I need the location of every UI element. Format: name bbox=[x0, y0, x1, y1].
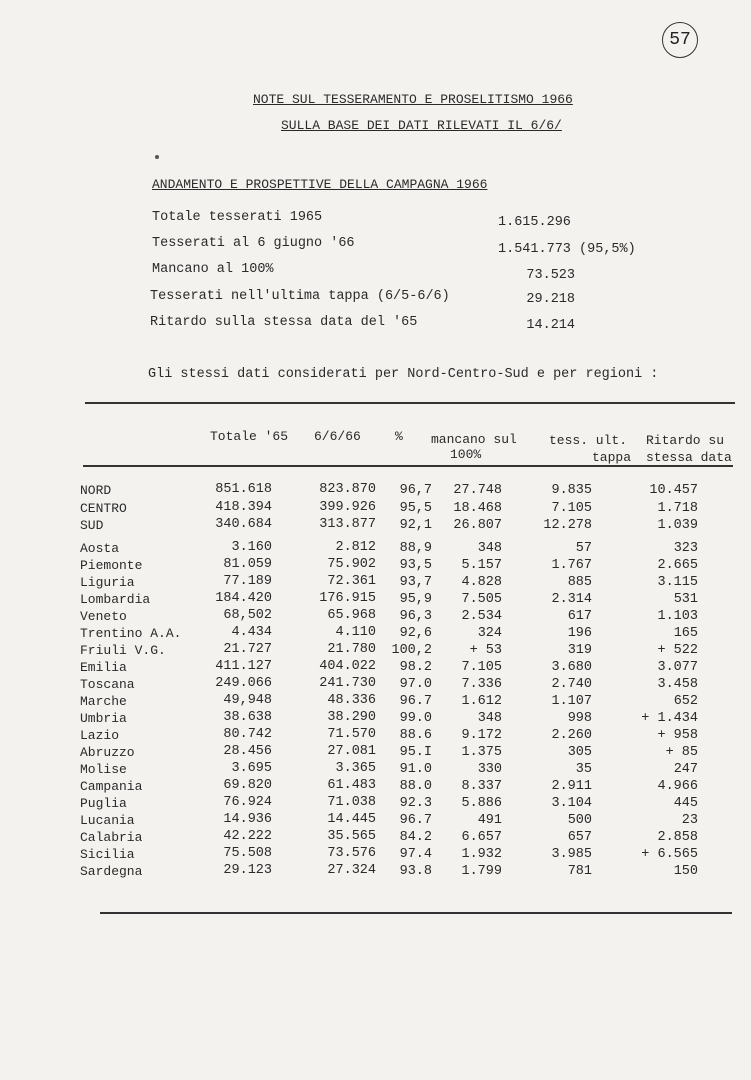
cell-ritardo: 3.458 bbox=[657, 677, 698, 692]
cell-percent: 97.0 bbox=[399, 677, 432, 692]
cell-totale-65: 851.618 bbox=[215, 482, 272, 497]
header-bottom-rule bbox=[83, 465, 733, 467]
summary-label: Tesserati nell'ultima tappa (6/5-6/6) bbox=[150, 289, 450, 304]
cell-mancano: 26.807 bbox=[453, 518, 502, 533]
cell-percent: 88,9 bbox=[399, 541, 432, 556]
cell-percent: 93,5 bbox=[399, 558, 432, 573]
cell-6-6-66: 176.915 bbox=[319, 591, 376, 606]
document-subtitle: SULLA BASE DEI DATI RILEVATI IL 6/6/ bbox=[281, 118, 562, 133]
cell-totale-65: 3.695 bbox=[231, 761, 272, 776]
cell-ritardo: 323 bbox=[673, 541, 698, 556]
cell-mancano: 8.337 bbox=[461, 779, 502, 794]
cell-totale-65: 249.066 bbox=[215, 676, 272, 691]
cell-totale-65: 411.127 bbox=[215, 659, 272, 674]
cell-6-6-66: 48.336 bbox=[327, 693, 376, 708]
cell-tess-ult: 12.278 bbox=[543, 518, 592, 533]
cell-totale-65: 3.160 bbox=[231, 540, 272, 555]
cell-mancano: 27.748 bbox=[453, 483, 502, 498]
cell-tess-ult: 500 bbox=[567, 813, 592, 828]
cell-tess-ult: 2.314 bbox=[551, 592, 592, 607]
cell-region: Veneto bbox=[80, 609, 127, 624]
cell-6-6-66: 4.110 bbox=[335, 625, 376, 640]
cell-6-6-66: 35.565 bbox=[327, 829, 376, 844]
cell-6-6-66: 399.926 bbox=[319, 499, 376, 515]
table-bottom-rule bbox=[100, 912, 732, 914]
cell-percent: 92.3 bbox=[399, 796, 432, 811]
cell-region: Piemonte bbox=[80, 558, 143, 573]
summary-value: 1.541.773 (95,5%) bbox=[498, 242, 636, 257]
summary-value: 1.615.296 bbox=[498, 215, 571, 230]
cell-region: Lucania bbox=[80, 813, 135, 828]
header-mancano-line1: mancano sul bbox=[431, 432, 517, 447]
cell-percent: 91.0 bbox=[399, 762, 432, 777]
cell-totale-65: 81.059 bbox=[223, 557, 272, 572]
cell-totale-65: 80.742 bbox=[223, 727, 272, 742]
cell-mancano: 6.657 bbox=[461, 830, 502, 845]
cell-6-6-66: 27.081 bbox=[327, 744, 376, 759]
cell-ritardo: 23 bbox=[681, 813, 698, 828]
cell-ritardo: 3.115 bbox=[657, 575, 698, 590]
cell-region: Sicilia bbox=[80, 847, 135, 862]
cell-mancano: 1.799 bbox=[461, 864, 502, 879]
cell-region: Aosta bbox=[80, 541, 120, 556]
cell-percent: 99.0 bbox=[399, 711, 432, 726]
cell-region: Abruzzo bbox=[80, 745, 135, 760]
cell-mancano: 9.172 bbox=[461, 728, 502, 743]
cell-percent: 96,7 bbox=[399, 483, 432, 498]
ink-speck bbox=[155, 155, 159, 159]
cell-percent: 98.2 bbox=[399, 660, 432, 675]
cell-mancano: 7.105 bbox=[461, 660, 502, 675]
cell-ritardo: 165 bbox=[673, 626, 698, 641]
cell-region: Liguria bbox=[80, 575, 135, 590]
cell-region: CENTRO bbox=[80, 500, 127, 516]
cell-region: Lazio bbox=[80, 728, 120, 743]
cell-totale-65: 69.820 bbox=[223, 778, 272, 793]
summary-value: 73.523 bbox=[526, 268, 575, 283]
cell-percent: 95,9 bbox=[399, 592, 432, 607]
cell-ritardo: 652 bbox=[673, 694, 698, 709]
table-top-rule bbox=[85, 402, 735, 404]
cell-ritardo: 2.665 bbox=[657, 558, 698, 573]
header-mancano-line2: 100% bbox=[450, 447, 482, 462]
cell-totale-65: 21.727 bbox=[223, 642, 272, 657]
cell-ritardo: 150 bbox=[673, 864, 698, 879]
intro-text: Gli stessi dati considerati per Nord-Centro-Sud e per regioni : bbox=[148, 367, 659, 382]
cell-percent: 95.I bbox=[399, 745, 432, 760]
cell-ritardo: 2.858 bbox=[657, 830, 698, 845]
cell-percent: 96.7 bbox=[399, 694, 432, 709]
cell-6-6-66: 241.730 bbox=[319, 676, 376, 691]
cell-percent: 100,2 bbox=[391, 643, 432, 658]
cell-mancano: 1.375 bbox=[461, 745, 502, 760]
cell-region: Toscana bbox=[80, 677, 135, 692]
cell-6-6-66: 21.780 bbox=[327, 642, 376, 657]
cell-6-6-66: 71.570 bbox=[327, 727, 376, 742]
cell-mancano: 348 bbox=[477, 711, 502, 726]
cell-totale-65: 14.936 bbox=[223, 812, 272, 827]
cell-tess-ult: 7.105 bbox=[551, 500, 592, 516]
summary-label: Ritardo sulla stessa data del '65 bbox=[150, 315, 418, 330]
cell-region: Umbria bbox=[80, 711, 127, 726]
cell-ritardo: + 6.565 bbox=[641, 847, 698, 862]
cell-totale-65: 28.456 bbox=[223, 744, 272, 759]
cell-mancano: 7.505 bbox=[461, 592, 502, 607]
cell-tess-ult: 9.835 bbox=[551, 483, 592, 498]
cell-ritardo: + 958 bbox=[657, 728, 698, 743]
cell-mancano: 5.157 bbox=[461, 558, 502, 573]
cell-ritardo: 531 bbox=[673, 592, 698, 607]
cell-mancano: 1.612 bbox=[461, 694, 502, 709]
cell-region: Sardegna bbox=[80, 864, 143, 879]
cell-ritardo: 247 bbox=[673, 762, 698, 777]
cell-region: Emilia bbox=[80, 660, 127, 675]
cell-tess-ult: 319 bbox=[567, 643, 592, 658]
cell-region: SUD bbox=[80, 518, 104, 533]
cell-mancano: 18.468 bbox=[453, 500, 502, 516]
cell-region: Friuli V.G. bbox=[80, 643, 166, 658]
cell-percent: 92,6 bbox=[399, 626, 432, 641]
section-heading: ANDAMENTO E PROSPETTIVE DELLA CAMPAGNA 1966 bbox=[152, 177, 488, 192]
cell-6-6-66: 71.038 bbox=[327, 795, 376, 810]
cell-mancano: 4.828 bbox=[461, 575, 502, 590]
header-tess-line2: tappa bbox=[592, 450, 632, 465]
cell-ritardo: 445 bbox=[673, 796, 698, 811]
cell-region: Calabria bbox=[80, 830, 143, 845]
cell-percent: 93.8 bbox=[399, 864, 432, 879]
cell-percent: 96.7 bbox=[399, 813, 432, 828]
cell-tess-ult: 1.107 bbox=[551, 694, 592, 709]
cell-mancano: 1.932 bbox=[461, 847, 502, 862]
cell-totale-65: 38.638 bbox=[223, 710, 272, 725]
cell-ritardo: 1.718 bbox=[657, 500, 698, 516]
cell-region: Campania bbox=[80, 779, 143, 794]
cell-ritardo: + 85 bbox=[665, 745, 698, 760]
cell-region: NORD bbox=[80, 483, 112, 498]
cell-tess-ult: 998 bbox=[567, 711, 592, 726]
cell-totale-65: 42.222 bbox=[223, 829, 272, 844]
header-ritardo-line1: Ritardo su bbox=[646, 433, 725, 448]
cell-mancano: 324 bbox=[477, 626, 502, 641]
cell-totale-65: 77.189 bbox=[223, 574, 272, 589]
cell-tess-ult: 57 bbox=[575, 541, 592, 556]
cell-6-6-66: 14.445 bbox=[327, 812, 376, 827]
cell-tess-ult: 3.680 bbox=[551, 660, 592, 675]
cell-mancano: 348 bbox=[477, 541, 502, 556]
cell-percent: 84.2 bbox=[399, 830, 432, 845]
cell-6-6-66: 823.870 bbox=[319, 482, 376, 497]
cell-totale-65: 29.123 bbox=[223, 863, 272, 878]
summary-label: Tesserati al 6 giugno '66 bbox=[152, 236, 355, 251]
cell-tess-ult: 35 bbox=[575, 762, 592, 777]
cell-mancano: 2.534 bbox=[461, 609, 502, 624]
cell-totale-65: 4.434 bbox=[231, 625, 272, 640]
header-ritardo-line2: stessa data bbox=[646, 450, 732, 465]
cell-6-6-66: 38.290 bbox=[327, 710, 376, 725]
cell-region: Lombardia bbox=[80, 592, 151, 607]
summary-value: 29.218 bbox=[526, 292, 575, 307]
cell-6-6-66: 61.483 bbox=[327, 778, 376, 793]
cell-6-6-66: 75.902 bbox=[327, 557, 376, 572]
cell-tess-ult: 2.911 bbox=[551, 779, 592, 794]
cell-6-6-66: 3.365 bbox=[335, 761, 376, 776]
header-tess-line1: tess. ult. bbox=[549, 433, 628, 448]
cell-tess-ult: 781 bbox=[567, 864, 592, 879]
cell-6-6-66: 65.968 bbox=[327, 608, 376, 623]
cell-mancano: 5.886 bbox=[461, 796, 502, 811]
page-number: 57 bbox=[662, 22, 698, 58]
cell-percent: 88.6 bbox=[399, 728, 432, 743]
cell-tess-ult: 2.260 bbox=[551, 728, 592, 743]
cell-6-6-66: 404.022 bbox=[319, 659, 376, 674]
cell-ritardo: 3.077 bbox=[657, 660, 698, 675]
cell-totale-65: 184.420 bbox=[215, 591, 272, 606]
cell-percent: 96,3 bbox=[399, 609, 432, 624]
cell-percent: 93,7 bbox=[399, 575, 432, 590]
cell-ritardo: 1.103 bbox=[657, 609, 698, 624]
cell-tess-ult: 657 bbox=[567, 830, 592, 845]
cell-tess-ult: 3.985 bbox=[551, 847, 592, 862]
cell-region: Molise bbox=[80, 762, 127, 777]
cell-tess-ult: 2.740 bbox=[551, 677, 592, 692]
cell-ritardo: 1.039 bbox=[657, 518, 698, 533]
cell-tess-ult: 196 bbox=[567, 626, 592, 641]
summary-label: Totale tesserati 1965 bbox=[152, 210, 323, 225]
header-6-6-66: 6/6/66 bbox=[314, 429, 361, 444]
cell-mancano: 330 bbox=[477, 762, 502, 777]
header-totale: Totale '65 bbox=[210, 429, 289, 444]
cell-tess-ult: 305 bbox=[567, 745, 592, 760]
cell-region: Puglia bbox=[80, 796, 127, 811]
cell-6-6-66: 73.576 bbox=[327, 846, 376, 861]
cell-mancano: + 53 bbox=[469, 643, 502, 658]
cell-totale-65: 49,948 bbox=[223, 693, 272, 708]
cell-percent: 95,5 bbox=[399, 500, 432, 516]
cell-tess-ult: 617 bbox=[567, 609, 592, 624]
cell-tess-ult: 885 bbox=[567, 575, 592, 590]
cell-6-6-66: 27.324 bbox=[327, 863, 376, 878]
cell-totale-65: 340.684 bbox=[215, 517, 272, 532]
summary-value: 14.214 bbox=[526, 318, 575, 333]
cell-totale-65: 418.394 bbox=[215, 499, 272, 515]
cell-region: Trentino A.A. bbox=[80, 626, 182, 641]
cell-percent: 88.0 bbox=[399, 779, 432, 794]
document-title: NOTE SUL TESSERAMENTO E PROSELITISMO 1966 bbox=[253, 92, 573, 107]
cell-6-6-66: 2.812 bbox=[335, 540, 376, 555]
cell-tess-ult: 1.767 bbox=[551, 558, 592, 573]
cell-ritardo: + 522 bbox=[657, 643, 698, 658]
cell-ritardo: + 1.434 bbox=[641, 711, 698, 726]
cell-percent: 92,1 bbox=[399, 518, 432, 533]
cell-percent: 97.4 bbox=[399, 847, 432, 862]
cell-tess-ult: 3.104 bbox=[551, 796, 592, 811]
cell-totale-65: 75.508 bbox=[223, 846, 272, 861]
cell-mancano: 491 bbox=[477, 813, 502, 828]
cell-6-6-66: 72.361 bbox=[327, 574, 376, 589]
header-percent: % bbox=[395, 429, 403, 444]
summary-label: Mancano al 100% bbox=[152, 262, 274, 277]
cell-ritardo: 4.966 bbox=[657, 779, 698, 794]
cell-ritardo: 10.457 bbox=[649, 483, 698, 498]
cell-totale-65: 68,502 bbox=[223, 608, 272, 623]
cell-region: Marche bbox=[80, 694, 127, 709]
cell-totale-65: 76.924 bbox=[223, 795, 272, 810]
cell-mancano: 7.336 bbox=[461, 677, 502, 692]
cell-6-6-66: 313.877 bbox=[319, 517, 376, 532]
